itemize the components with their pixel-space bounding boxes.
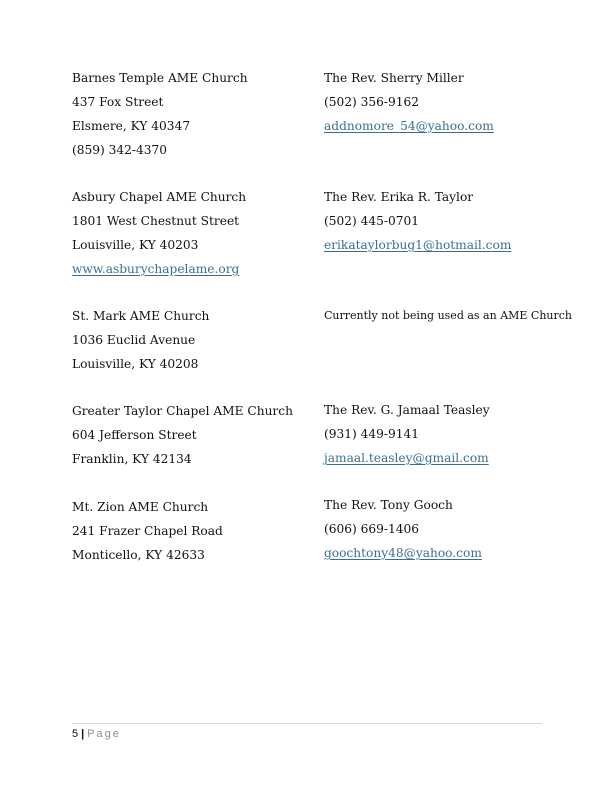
church-block <box>72 304 312 376</box>
church-address: 437 Fox Street <box>72 95 164 109</box>
church-address: 1801 West Chestnut Street <box>72 214 240 228</box>
church-block <box>72 399 312 471</box>
pastor-name: The Rev. Erika R. Taylor <box>324 190 474 204</box>
church-address: 241 Frazer Chapel Road <box>72 524 223 538</box>
church-address: 1036 Euclid Avenue <box>72 333 196 347</box>
church-city: Franklin, KY 42134 <box>72 452 192 466</box>
status-note-block <box>324 304 573 328</box>
pastor-name: The Rev. Sherry Miller <box>324 71 464 85</box>
pastor-block <box>324 493 554 565</box>
church-name: Greater Taylor Chapel AME Church <box>72 404 293 418</box>
pastor-phone: (606) 669-1406 <box>324 522 420 536</box>
pastor-email-link[interactable]: addnomore_54@yahoo.com <box>324 119 494 133</box>
church-city: Monticello, KY 42633 <box>72 548 205 562</box>
pastor-phone: (502) 356-9162 <box>324 95 420 109</box>
pastor-name: The Rev. Tony Gooch <box>324 498 453 512</box>
pastor-phone: (502) 445-0701 <box>324 214 420 228</box>
page-number: 5 <box>72 728 79 740</box>
footer-separator: | <box>81 728 85 740</box>
church-address: 604 Jefferson Street <box>72 428 197 442</box>
page-footer <box>72 726 121 742</box>
pastor-block <box>324 66 554 138</box>
church-city: Louisville, KY 40203 <box>72 238 199 252</box>
pastor-email-link[interactable]: erikataylorbug1@hotmail.com <box>324 238 512 252</box>
church-name: Mt. Zion AME Church <box>72 500 209 514</box>
church-name: St. Mark AME Church <box>72 309 210 323</box>
church-phone: (859) 342-4370 <box>72 143 168 157</box>
pastor-block <box>324 398 554 470</box>
church-name: Asbury Chapel AME Church <box>72 190 247 204</box>
church-name: Barnes Temple AME Church <box>72 71 248 85</box>
church-status-note: Currently not being used as an AME Church <box>324 309 573 322</box>
church-city: Elsmere, KY 40347 <box>72 119 191 133</box>
pastor-email-link[interactable]: jamaal.teasley@gmail.com <box>324 451 489 465</box>
church-block <box>72 495 312 567</box>
footer-divider <box>72 723 542 724</box>
page-label: Page <box>87 728 121 740</box>
pastor-phone: (931) 449-9141 <box>324 427 420 441</box>
church-block <box>72 66 312 162</box>
church-website-link[interactable]: www.asburychapelame.org <box>72 262 240 276</box>
church-block <box>72 185 312 281</box>
church-city: Louisville, KY 40208 <box>72 357 199 371</box>
pastor-name: The Rev. G. Jamaal Teasley <box>324 403 490 417</box>
pastor-block <box>324 185 554 257</box>
pastor-email-link[interactable]: goochtony48@yahoo.com <box>324 546 482 560</box>
